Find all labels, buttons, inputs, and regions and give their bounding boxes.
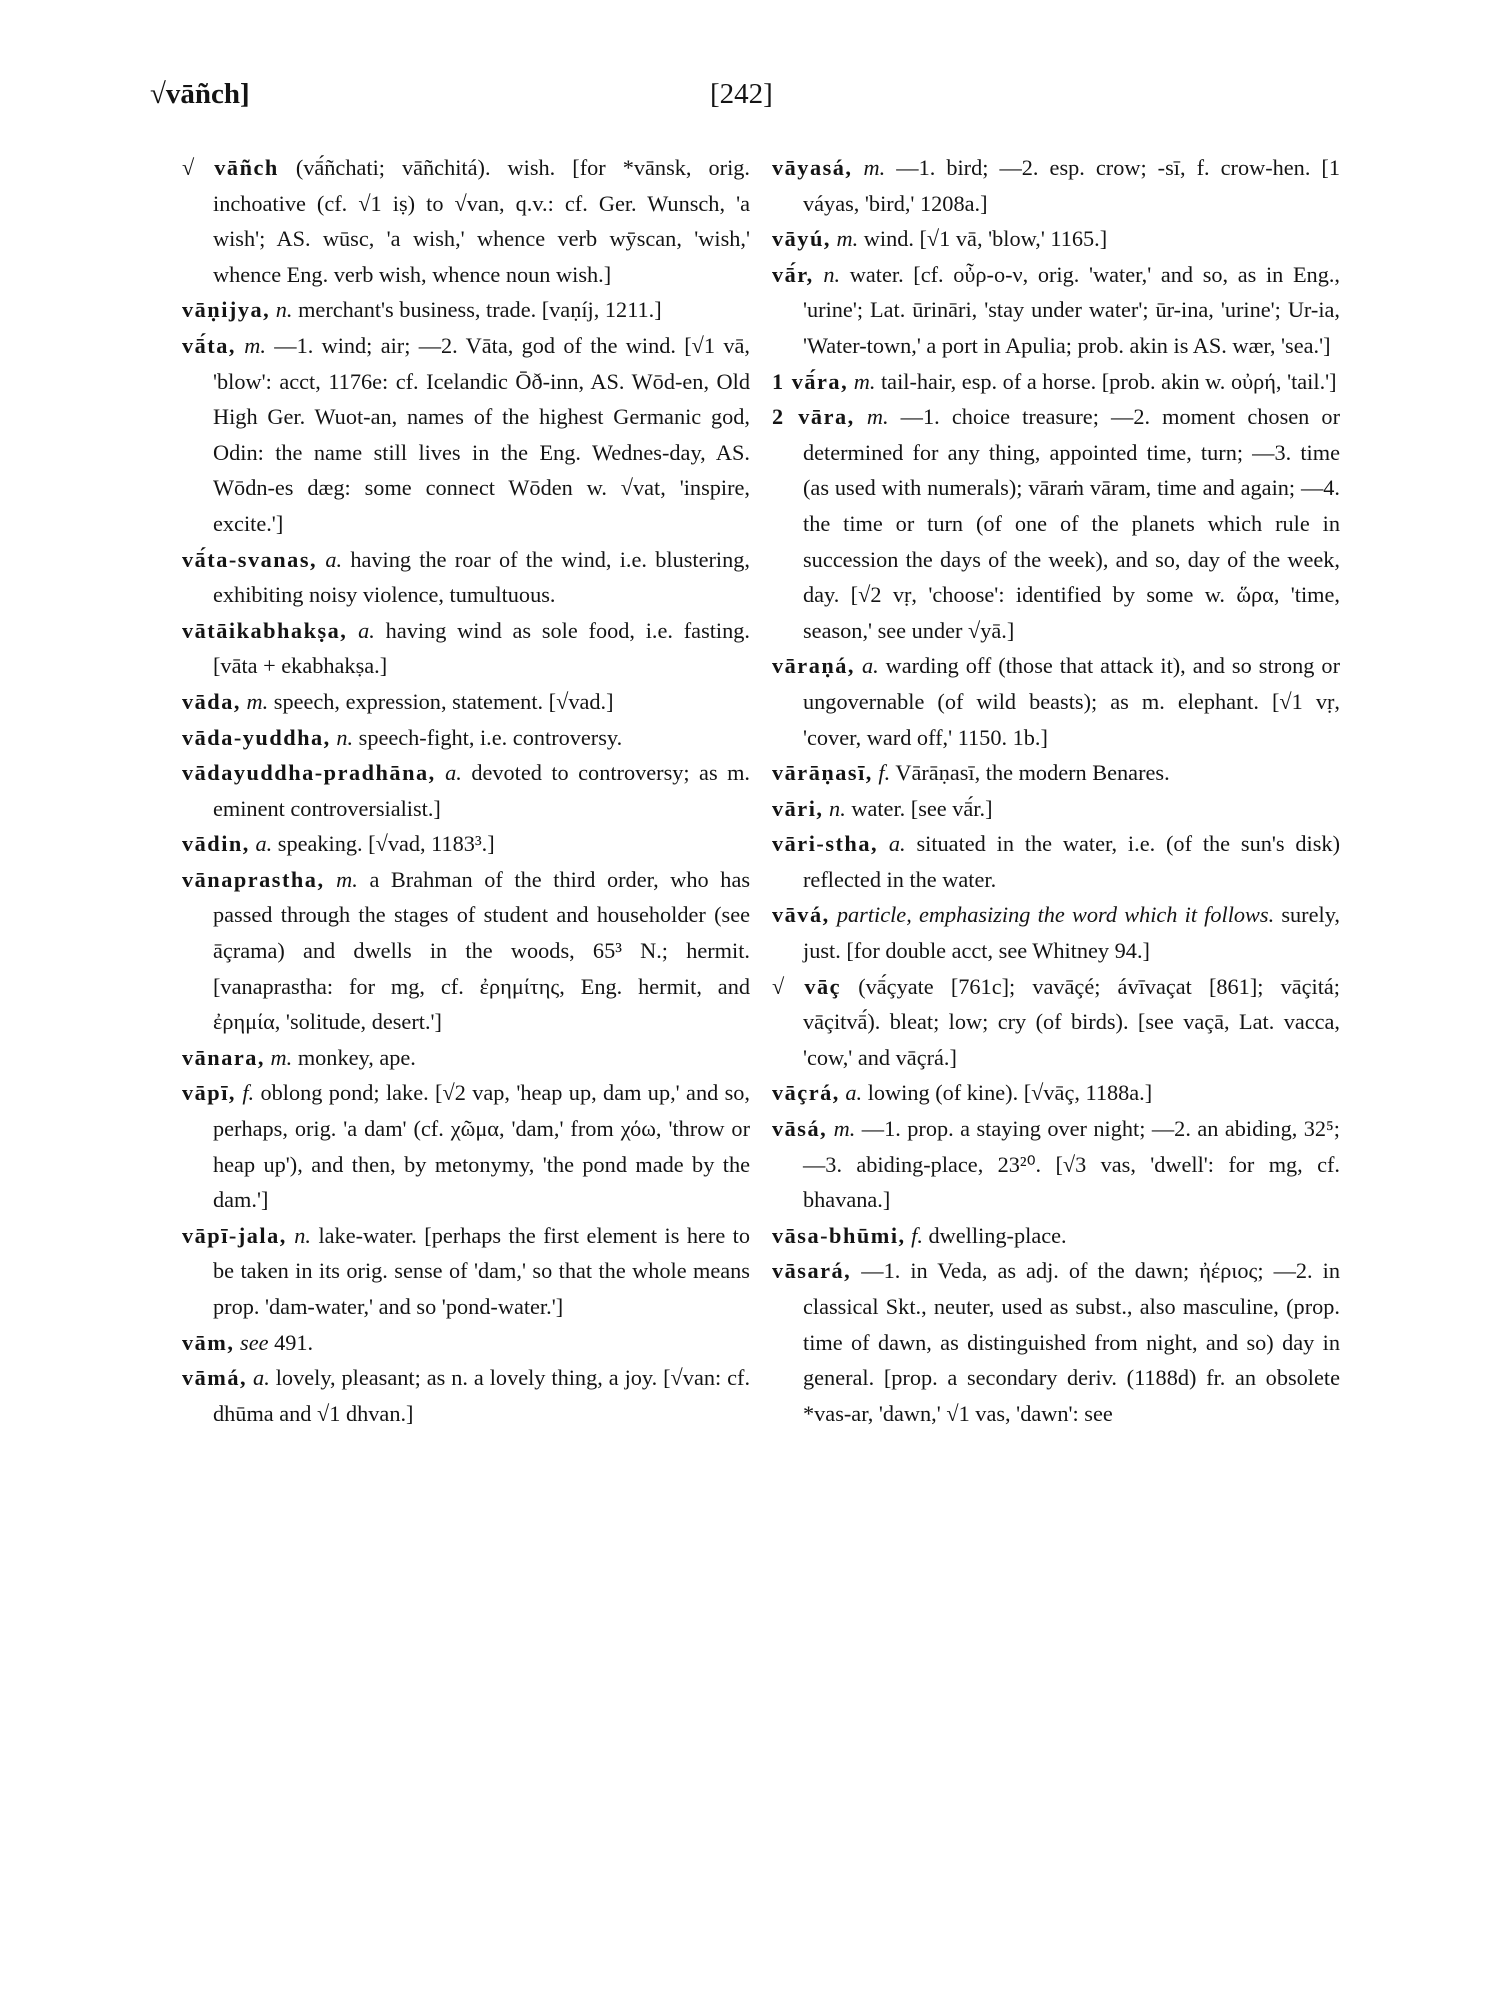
dictionary-entry [772, 150, 1340, 221]
dictionary-entry [182, 1360, 750, 1431]
definition-text: 491. [274, 1329, 314, 1355]
dictionary-entry [182, 1040, 750, 1076]
grammar-label: a. [445, 760, 462, 786]
definition-text: devoted to controversy; as m. eminent controversialist.] [213, 760, 750, 821]
dictionary-entry [182, 150, 750, 292]
grammar-label: see [240, 1329, 269, 1355]
headword: √ vāç [772, 973, 842, 999]
dictionary-entry [772, 399, 1340, 648]
page-header [150, 78, 1345, 118]
definition-text: speaking. [√vad, 1183³.] [277, 831, 495, 857]
grammar-label: a. [255, 831, 273, 857]
dictionary-entry [772, 826, 1340, 897]
definition-text: speech, expression, statement. [√vad.] [273, 688, 614, 714]
grammar-label: f. [911, 1222, 923, 1248]
headword: vāsa-bhūmi, [772, 1222, 906, 1248]
grammar-label: n. [829, 795, 846, 821]
definition-text: surely, just. [for double acct, see Whitney 94.] [803, 902, 1340, 964]
dictionary-entry [772, 897, 1340, 968]
grammar-label: a. [888, 831, 906, 857]
headword: vāri, [772, 795, 824, 821]
grammar-label: n. [275, 297, 293, 323]
definition-text: speech-fight, i.e. controversy. [358, 724, 623, 750]
headword: vādin, [182, 831, 250, 857]
grammar-label: a. [845, 1080, 863, 1106]
headword: vāda-yuddha, [182, 724, 331, 750]
definition-text: situated in the water, i.e. (of the sun's disk) reflected in the water. [803, 831, 1341, 892]
grammar-label: particle, emphasizing the word which it follows. [836, 902, 1275, 928]
headword: vārāṇasī, [772, 760, 873, 786]
definition-text: tail-hair, esp. of a horse. [prob. akin w. οὐρή, 'tail.'] [880, 368, 1337, 394]
headword: vāpī, [182, 1080, 236, 1106]
dictionary-entry [772, 791, 1340, 827]
dictionary-entry [182, 1325, 750, 1361]
dictionary-entry [182, 613, 750, 684]
definition-text: merchant's business, trade. [vaṇíj, 1211.] [298, 297, 662, 323]
headword: vāda, [182, 688, 241, 714]
dictionary-entry [182, 684, 750, 720]
headword: vāri-stha, [772, 831, 879, 857]
headword: vāvá, [772, 902, 830, 928]
definition-text: —1. bird; —2. esp. crow; -sī, f. crow-hen. [1 váyas, 'bird,' 1208a.] [803, 155, 1341, 216]
left-column [182, 150, 750, 1431]
dictionary-entry [182, 1075, 750, 1217]
grammar-label: m. [336, 866, 358, 892]
headword: vā́ta-svanas, [182, 546, 318, 572]
headword: vām, [182, 1329, 235, 1355]
headword: vā́ta, [182, 332, 236, 358]
definition-text: wind. [√1 vā, 'blow,' 1165.] [863, 226, 1108, 252]
headword: vānara, [182, 1044, 265, 1070]
headword: vāṇijya, [182, 297, 271, 323]
headword: 1 vā́ra, [772, 368, 849, 394]
definition-text: (vā́çyate [761c]; vavāçé; ávīvaçat [861]; vāçitá; vāçitvā́). bleat; low; cry (of birds). [see vaçā, Lat. vacca, 'cow,' and vāçrá.] [803, 973, 1340, 1070]
definition-text: lake-water. [perhaps the first element is here to be taken in its orig. sense of 'dam,' so that the whole means prop. 'dam-water,' and so 'pond-water.'] [213, 1222, 751, 1319]
headword: vāsá, [772, 1116, 828, 1142]
definition-text: water. [see vā́r.] [851, 795, 993, 821]
definition-text: a Brahman of the third order, who has passed through the stages of student and householder (see āçrama) and dwells in the woods, 65³ N.; hermit. [vanaprastha: for mg, cf. ἐρημίτης, Eng. hermit, and ἐρημία, 'solitude, desert.'] [213, 866, 751, 1035]
headword: 2 vāra, [772, 404, 855, 430]
dictionary-entry [182, 328, 750, 542]
grammar-label: m. [836, 226, 859, 252]
definition-text: Vārāṇasī, the modern Benares. [895, 760, 1170, 786]
definition-text: lovely, pleasant; as n. a lovely thing, a joy. [√van: cf. dhūma and √1 dhvan.] [213, 1365, 751, 1426]
grammar-label: a. [861, 653, 879, 679]
headword: vāmá, [182, 1365, 248, 1391]
headword: vā́r, [772, 261, 814, 287]
grammar-label: a. [325, 546, 343, 572]
dictionary-entry [182, 826, 750, 862]
headword: vāyú, [772, 226, 831, 252]
definition-text: dwelling-place. [928, 1222, 1067, 1248]
grammar-label: f. [242, 1080, 255, 1106]
definition-text: oblong pond; lake. [√2 vap, 'heap up, dam up,' and so, perhaps, orig. 'a dam' (cf. χῶμα, 'dam,' from χόω, 'throw or heap up'), and then, by metonymy, 'the pond made by the dam.'] [213, 1080, 751, 1213]
headword: vāpī-jala, [182, 1222, 287, 1248]
dictionary-entry [772, 648, 1340, 755]
grammar-label: m. [863, 155, 886, 180]
grammar-label: m. [833, 1116, 856, 1142]
dictionary-entry [182, 1218, 750, 1325]
definition-text: lowing (of kine). [√vāç, 1188a.] [867, 1080, 1153, 1106]
page-number: [242] [710, 78, 773, 110]
headword: vāyasá, [772, 155, 853, 180]
dictionary-entry [772, 257, 1340, 364]
dictionary-entry [772, 221, 1340, 257]
dictionary-entry [772, 969, 1340, 1076]
grammar-label: m. [244, 332, 266, 358]
dictionary-entry [182, 755, 750, 826]
dictionary-entry [182, 292, 750, 328]
dictionary-entry [772, 1075, 1340, 1111]
definition-text: warding off (those that attack it), and so strong or ungovernable (of wild beasts); as m. elephant. [√1 vṛ, 'cover, ward off,' 1150. 1b.] [803, 653, 1341, 750]
grammar-label: m. [866, 404, 889, 430]
definition-text: (vā́ñchati; vāñchitá). wish. [for *vānsk, orig. inchoative (cf. √1 iṣ) to √van, q.v.: cf. Ger. Wunsch, 'a wish'; AS. wūsc, 'a wish,' whence verb wȳscan, 'wish,' whence Eng. verb wish, whence noun wish.] [213, 155, 750, 287]
grammar-label: m. [270, 1044, 293, 1070]
grammar-label: m. [246, 688, 269, 714]
definition-text: water. [cf. οὖρ-ο-ν, orig. 'water,' and so, as in Eng., 'urine'; Lat. ūrināri, 'stay under water'; ūr-ina, 'urine'; Ur-ia, 'Water-town,' a port in Apulia; prob. akin is AS. wær, 'sea.'] [803, 261, 1341, 358]
headword: vātāikabhakṣa, [182, 617, 348, 643]
headword: vāçrá, [772, 1080, 840, 1106]
headword: vāsará, [772, 1258, 852, 1284]
definition-text: having the roar of the wind, i.e. blustering, exhibiting noisy violence, tumultuous. [213, 546, 750, 608]
dictionary-entry [182, 720, 750, 756]
dictionary-entry [772, 364, 1340, 400]
dictionary-entry [182, 862, 750, 1040]
dictionary-entry [772, 1111, 1340, 1218]
right-column [772, 150, 1340, 1431]
grammar-label: n. [336, 724, 354, 750]
dictionary-entry [182, 542, 750, 613]
grammar-label: n. [294, 1222, 311, 1248]
dictionary-entry [772, 755, 1340, 791]
definition-text: —1. prop. a staying over night; —2. an abiding, 32⁵; —3. abiding-place, 23²⁰. [√3 vas, 'dwell': for mg, cf. bhavana.] [803, 1116, 1341, 1213]
definition-text: —1. in Veda, as adj. of the dawn; ἠέριος; —2. in classical Skt., neuter, used as subst., also masculine, (prop. time of dawn, as distinguished from night, and so) day in general. [prop. a secondary deriv. (1188d) fr. an obsolete *vas-ar, 'dawn,' √1 vas, 'dawn': see [803, 1258, 1340, 1426]
headword: vānaprastha, [182, 866, 325, 892]
headword: vāraṇá, [772, 653, 855, 679]
definition-text: —1. choice treasure; —2. moment chosen or determined for any thing, appointed time, turn; —3. time (as used with numerals); vāraṁ vāram, time and again; —4. the time or turn (of one of the planets which rule in succession the days of the week), and so, day of the week, day. [√2 vṛ, 'choose': identified by some w. ὥρα, 'time, season,' see under √yā.] [803, 404, 1341, 643]
dictionary-entry [772, 1218, 1340, 1254]
definition-text: —1. wind; air; —2. Vāta, god of the wind. [√1 vā, 'blow': acct, 1176e: cf. Icelandic Ōð-inn, AS. Wōd-en, Old High Ger. Wuot-an, names of the highest Germanic god, Odin: the name still lives in the Eng. Wednes-day, AS. Wōdn-es dæg: some connect Wōden w. √vat, 'inspire, excite.'] [213, 332, 750, 536]
definition-text: monkey, ape. [297, 1044, 416, 1070]
grammar-label: m. [853, 368, 876, 394]
headword: vādayuddha-pradhāna, [182, 760, 436, 786]
grammar-label: f. [878, 760, 891, 786]
headword: √ vāñch [182, 155, 279, 180]
definition-text: having wind as sole food, i.e. fasting. [vāta + ekabhakṣa.] [213, 617, 751, 679]
grammar-label: n. [823, 261, 841, 287]
running-head: √vāñch] [150, 78, 250, 110]
grammar-label: a. [253, 1365, 270, 1391]
dictionary-entry [772, 1253, 1340, 1431]
grammar-label: a. [358, 617, 375, 643]
